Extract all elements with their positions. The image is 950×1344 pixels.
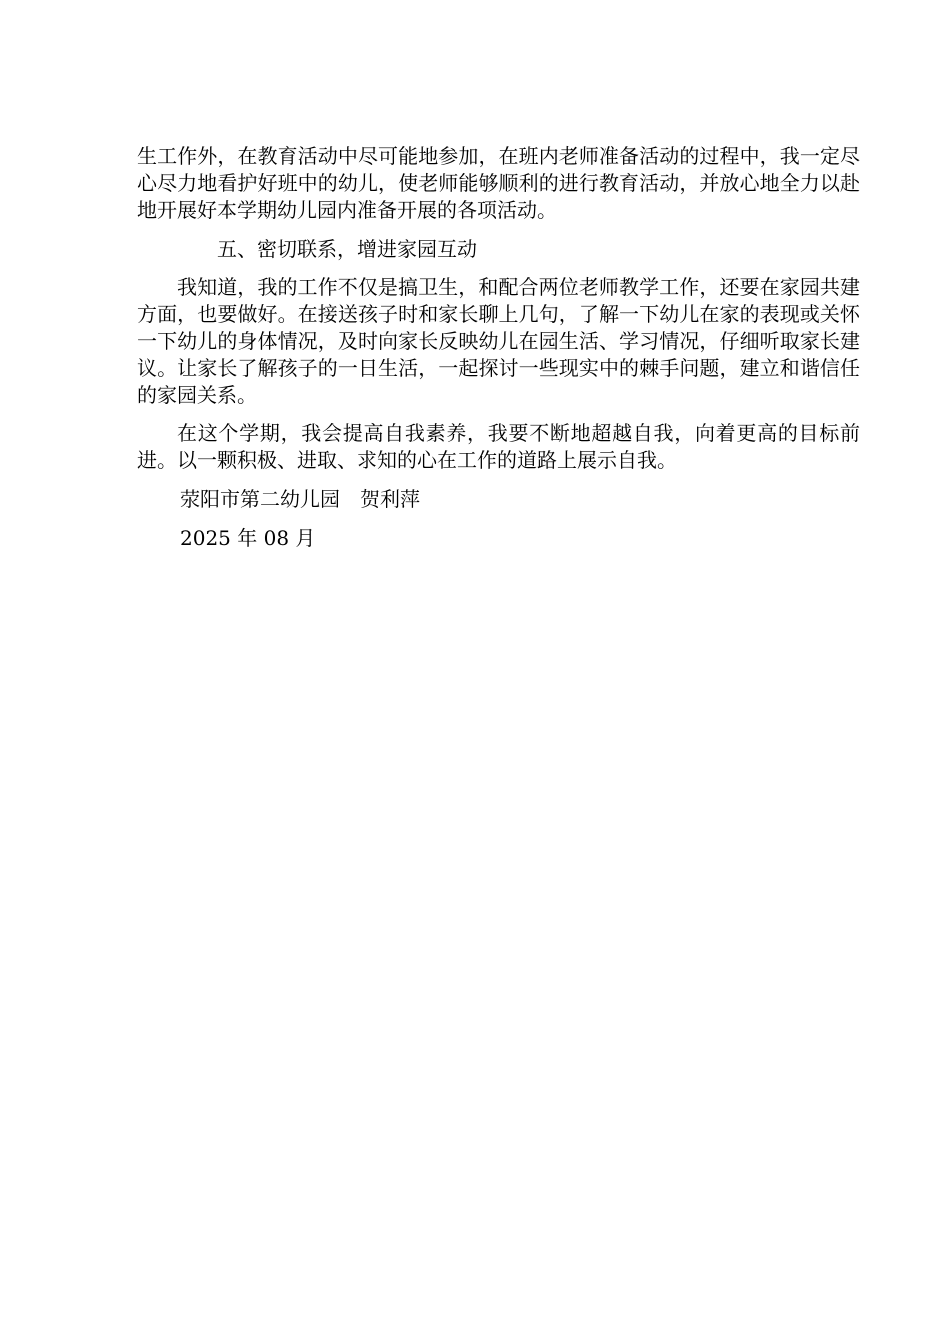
paragraph-closing: 在这个学期，我会提高自我素养，我要不断地超越自我，向着更高的目标前进。以一颗积极、进取、求知的心在工作的道路上展示自我。 bbox=[137, 421, 860, 472]
document-body bbox=[137, 143, 860, 552]
signature-date: 2025 年 08 月 bbox=[180, 526, 316, 550]
paragraph-continuation: 生工作外，在教育活动中尽可能地参加，在班内老师准备活动的过程中，我一定尽心尽力地看护好班中的幼儿，使老师能够顺利的进行教育活动，并放心地全力以赴地开展好本学期幼儿园内准备开展的各项活动。 bbox=[137, 144, 860, 222]
section-heading: 五、密切联系，增进家园互动 bbox=[217, 237, 477, 261]
signature-org-name: 荥阳市第二幼儿园 贺利萍 bbox=[180, 487, 420, 511]
paragraph-family-communication: 我知道，我的工作不仅是搞卫生，和配合两位老师教学工作，还要在家园共建方面，也要做好。在接送孩子时和家长聊上几句，了解一下幼儿在家的表现或关怀一下幼儿的身体情况，及时向家长反映幼儿在园生活、学习情况，仔细听取家长建议。让家长了解孩子的一日生活，一起探讨一些现实中的棘手问题，建立和谐信任的家园关系。 bbox=[137, 275, 860, 407]
